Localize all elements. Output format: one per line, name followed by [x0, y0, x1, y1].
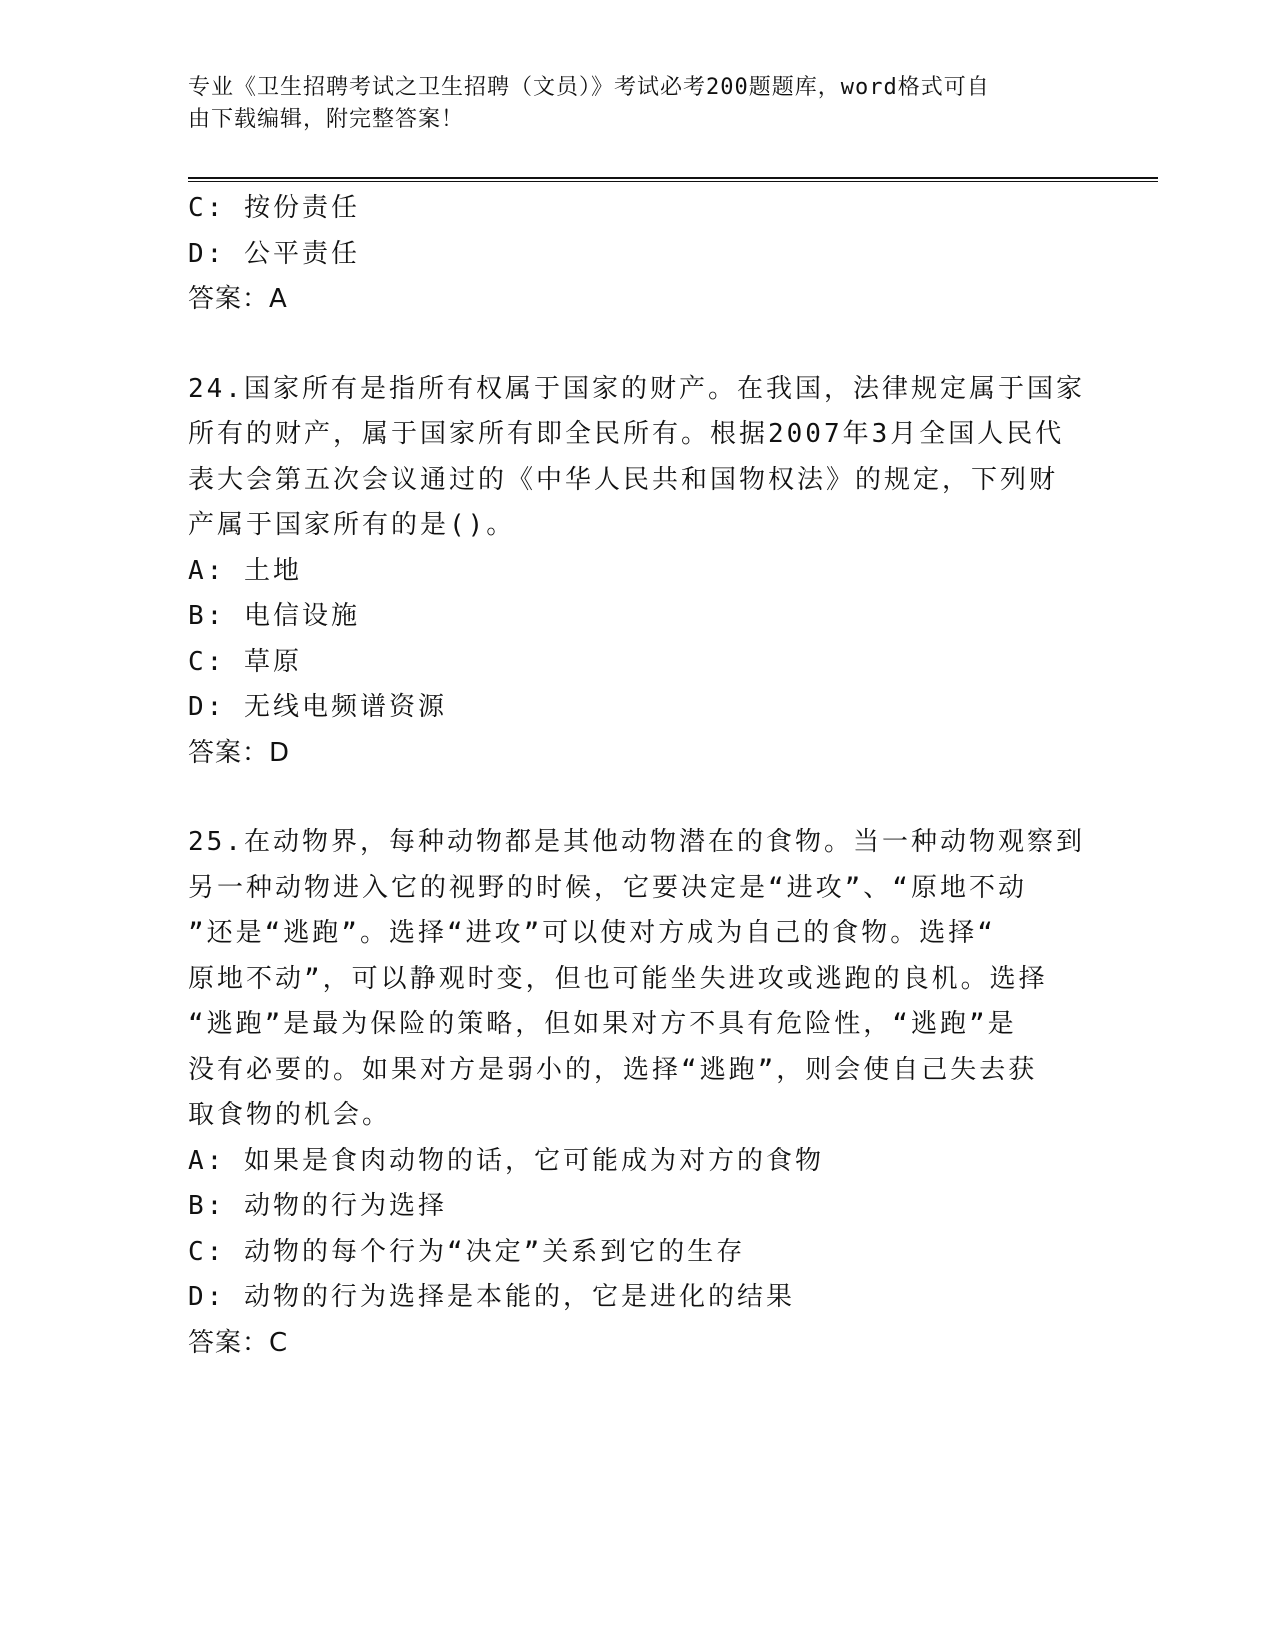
- question-stem-line: 没有必要的。如果对方是弱小的，选择“逃跑”，则会使自己失去获: [188, 1054, 1038, 1085]
- question-24: [188, 367, 1088, 777]
- question-stem-line: 取食物的机会。: [188, 1100, 392, 1130]
- question-stem-line: 产属于国家所有的是()。: [188, 510, 516, 540]
- option-a: A: 如果是食肉动物的话，它可能成为对方的食物: [188, 1145, 824, 1176]
- answer-line: 答案：C: [188, 1327, 289, 1358]
- header-line-1: 专业《卫生招聘考试之卫生招聘（文员）》考试必考200题题库，word格式可自: [188, 75, 990, 100]
- page-header: [188, 72, 1088, 136]
- question-stem-line: 另一种动物进入它的视野的时候，它要决定是“进攻”、“原地不动: [188, 872, 1027, 903]
- document-body: [188, 186, 1088, 1366]
- spacer: [188, 776, 1088, 820]
- option-a: A: 土地: [188, 555, 302, 586]
- question-stem-line: 表大会第五次会议通过的《中华人民共和国物权法》的规定，下列财: [188, 464, 1059, 495]
- answer-line: 答案：D: [188, 737, 291, 768]
- answer-line: 答案：A: [188, 284, 288, 314]
- option-d: D: 无线电频谱资源: [188, 692, 447, 722]
- question-stem-line: 所有的财产，属于国家所有即全民所有。根据2007年3月全国人民代: [188, 419, 1065, 449]
- question-stem-line: ”还是“逃跑”。选择“进攻”可以使对方成为自己的食物。选择“: [188, 918, 996, 948]
- question-23-tail: [188, 186, 1088, 323]
- header-divider: [188, 177, 1158, 182]
- question-stem-line: 原地不动”，可以静观时变，但也可能坐失进攻或逃跑的良机。选择: [188, 963, 1048, 994]
- question-stem-line: “逃跑”是最为保险的策略，但如果对方不具有危险性，“逃跑”是: [188, 1009, 1017, 1039]
- option-c: C: 按份责任: [188, 193, 360, 223]
- question-stem-line: 25.在动物界，每种动物都是其他动物潜在的食物。当一种动物观察到: [188, 827, 1085, 857]
- option-b: B: 电信设施: [188, 601, 360, 631]
- option-d: D: 动物的行为选择是本能的，它是进化的结果: [188, 1282, 795, 1312]
- option-d: D: 公平责任: [188, 238, 360, 269]
- question-25: [188, 820, 1088, 1366]
- option-c: C: 草原: [188, 646, 302, 677]
- option-c: C: 动物的每个行为“决定”关系到它的生存: [188, 1236, 746, 1267]
- spacer: [188, 323, 1088, 367]
- header-line-2: 由下载编辑，附完整答案！: [188, 107, 465, 132]
- option-b: B: 动物的行为选择: [188, 1191, 447, 1221]
- question-stem-line: 24.国家所有是指所有权属于国家的财产。在我国，法律规定属于国家: [188, 373, 1085, 404]
